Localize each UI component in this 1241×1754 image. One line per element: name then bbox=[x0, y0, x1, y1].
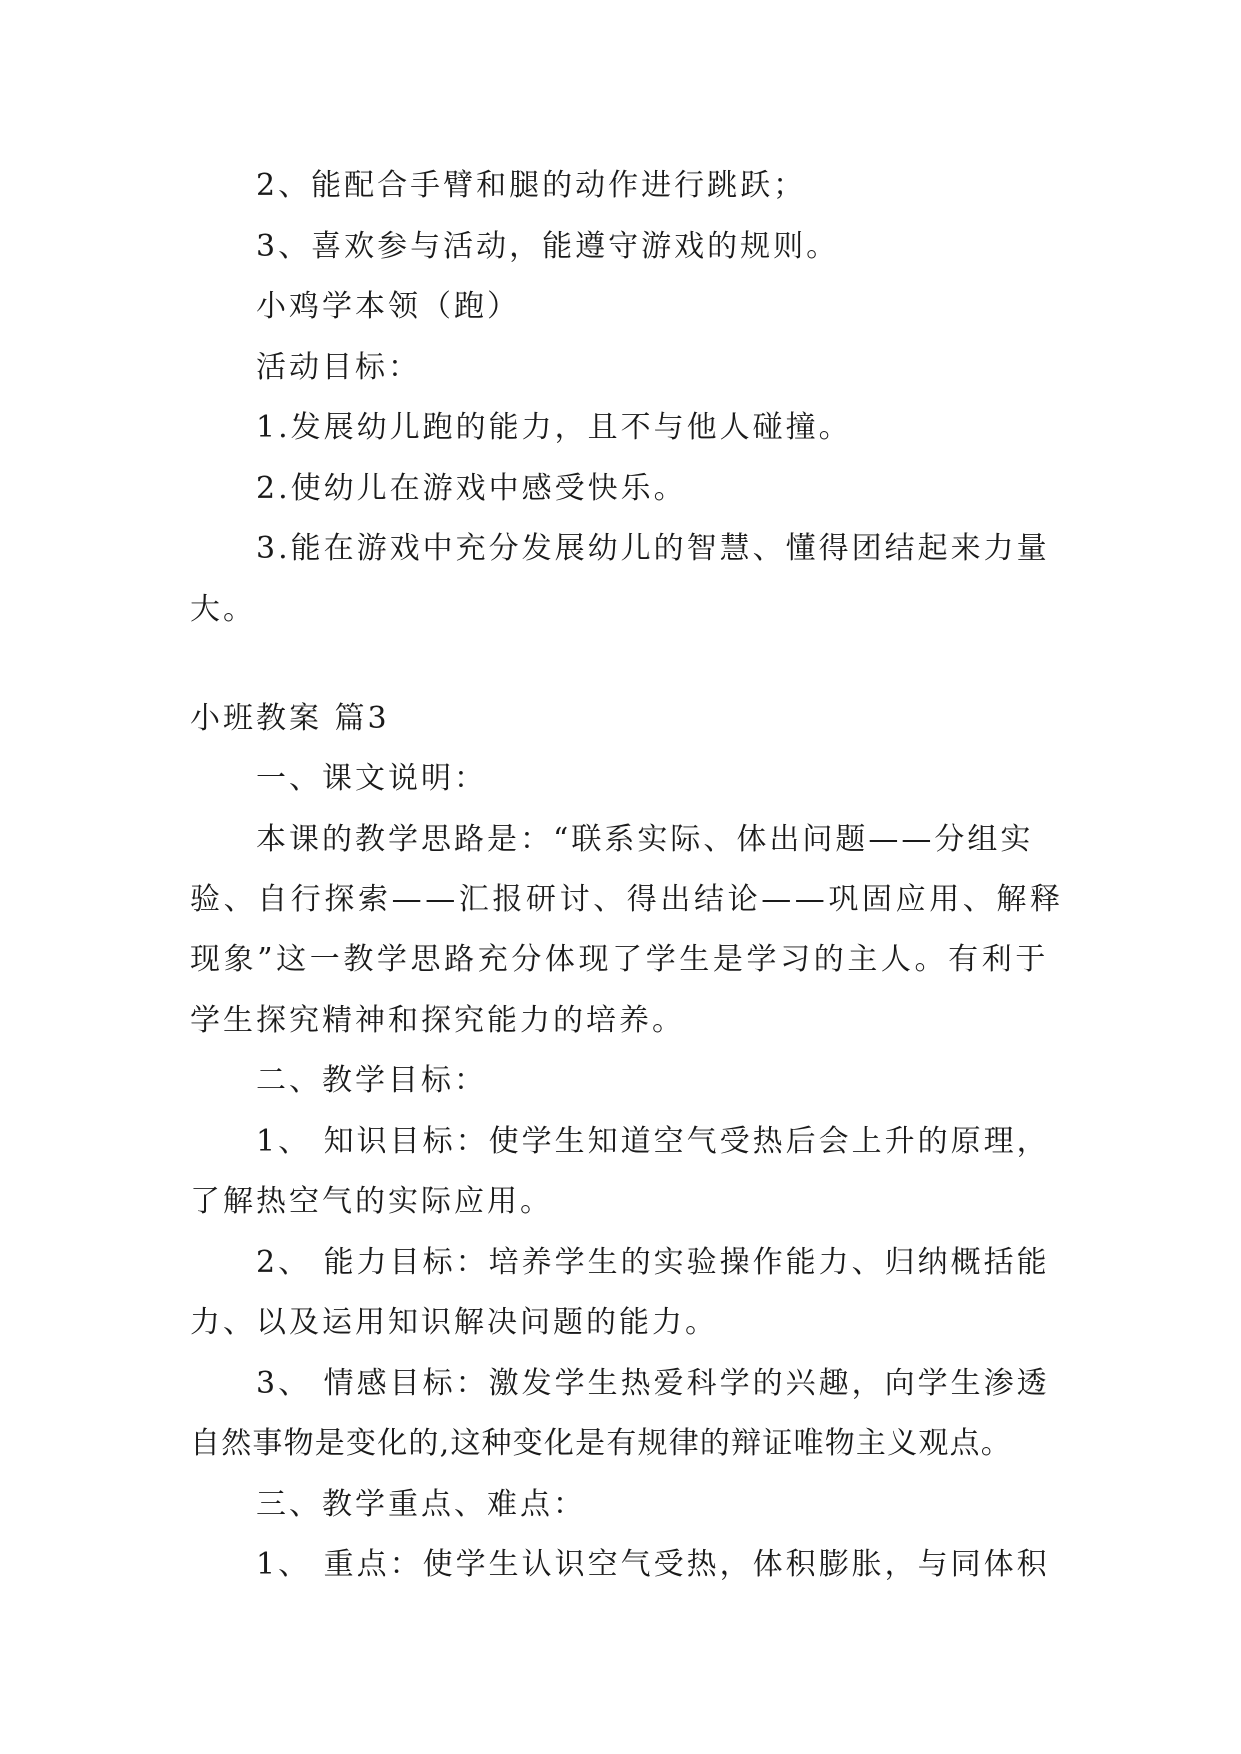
text-line: 学生探究精神和探究能力的培养。 bbox=[190, 1003, 685, 1038]
text-line: 现象”这一教学思路充分体现了学生是学习的主人。有利于 bbox=[190, 942, 1049, 977]
text-line: 1、 知识目标：使学生知道空气受热后会上升的原理， bbox=[256, 1124, 1050, 1159]
text-line: 3.能在游戏中充分发展幼儿的智慧、懂得团结起来力量 bbox=[256, 531, 1050, 566]
text-line: 自然事物是变化的,这种变化是有规律的辩证唯物主义观点。 bbox=[190, 1426, 1012, 1461]
section-title: 小班教案 篇3 bbox=[190, 701, 390, 736]
text-line: 3、 情感目标：激发学生热爱科学的兴趣，向学生渗透 bbox=[256, 1366, 1050, 1401]
text-line: 力、以及运用知识解决问题的能力。 bbox=[190, 1305, 718, 1340]
text-line: 1.发展幼儿跑的能力，且不与他人碰撞。 bbox=[256, 410, 852, 445]
text-line: 大。 bbox=[190, 592, 256, 627]
text-line: 验、自行探索——汇报研讨、得出结论——巩固应用、解释 bbox=[190, 882, 1064, 917]
text-line: 一、课文说明： bbox=[256, 761, 487, 796]
text-line: 3、喜欢参与活动，能遵守游戏的规则。 bbox=[256, 229, 840, 264]
text-line: 2、 能力目标：培养学生的实验操作能力、归纳概括能 bbox=[256, 1245, 1050, 1280]
text-line: 二、教学目标： bbox=[256, 1063, 487, 1098]
text-line: 1、 重点：使学生认识空气受热，体积膨胀，与同体积 bbox=[256, 1547, 1050, 1582]
text-line: 2.使幼儿在游戏中感受快乐。 bbox=[256, 471, 687, 506]
text-line: 活动目标： bbox=[256, 350, 421, 385]
text-line: 了解热空气的实际应用。 bbox=[190, 1184, 553, 1219]
text-line: 三、教学重点、难点： bbox=[256, 1487, 586, 1522]
section-heading: 小鸡学本领（跑） bbox=[256, 289, 520, 324]
text-line: 2、能配合手臂和腿的动作进行跳跃； bbox=[256, 168, 807, 203]
text-line: 本课的教学思路是：“联系实际、体出问题——分组实 bbox=[256, 822, 1034, 857]
